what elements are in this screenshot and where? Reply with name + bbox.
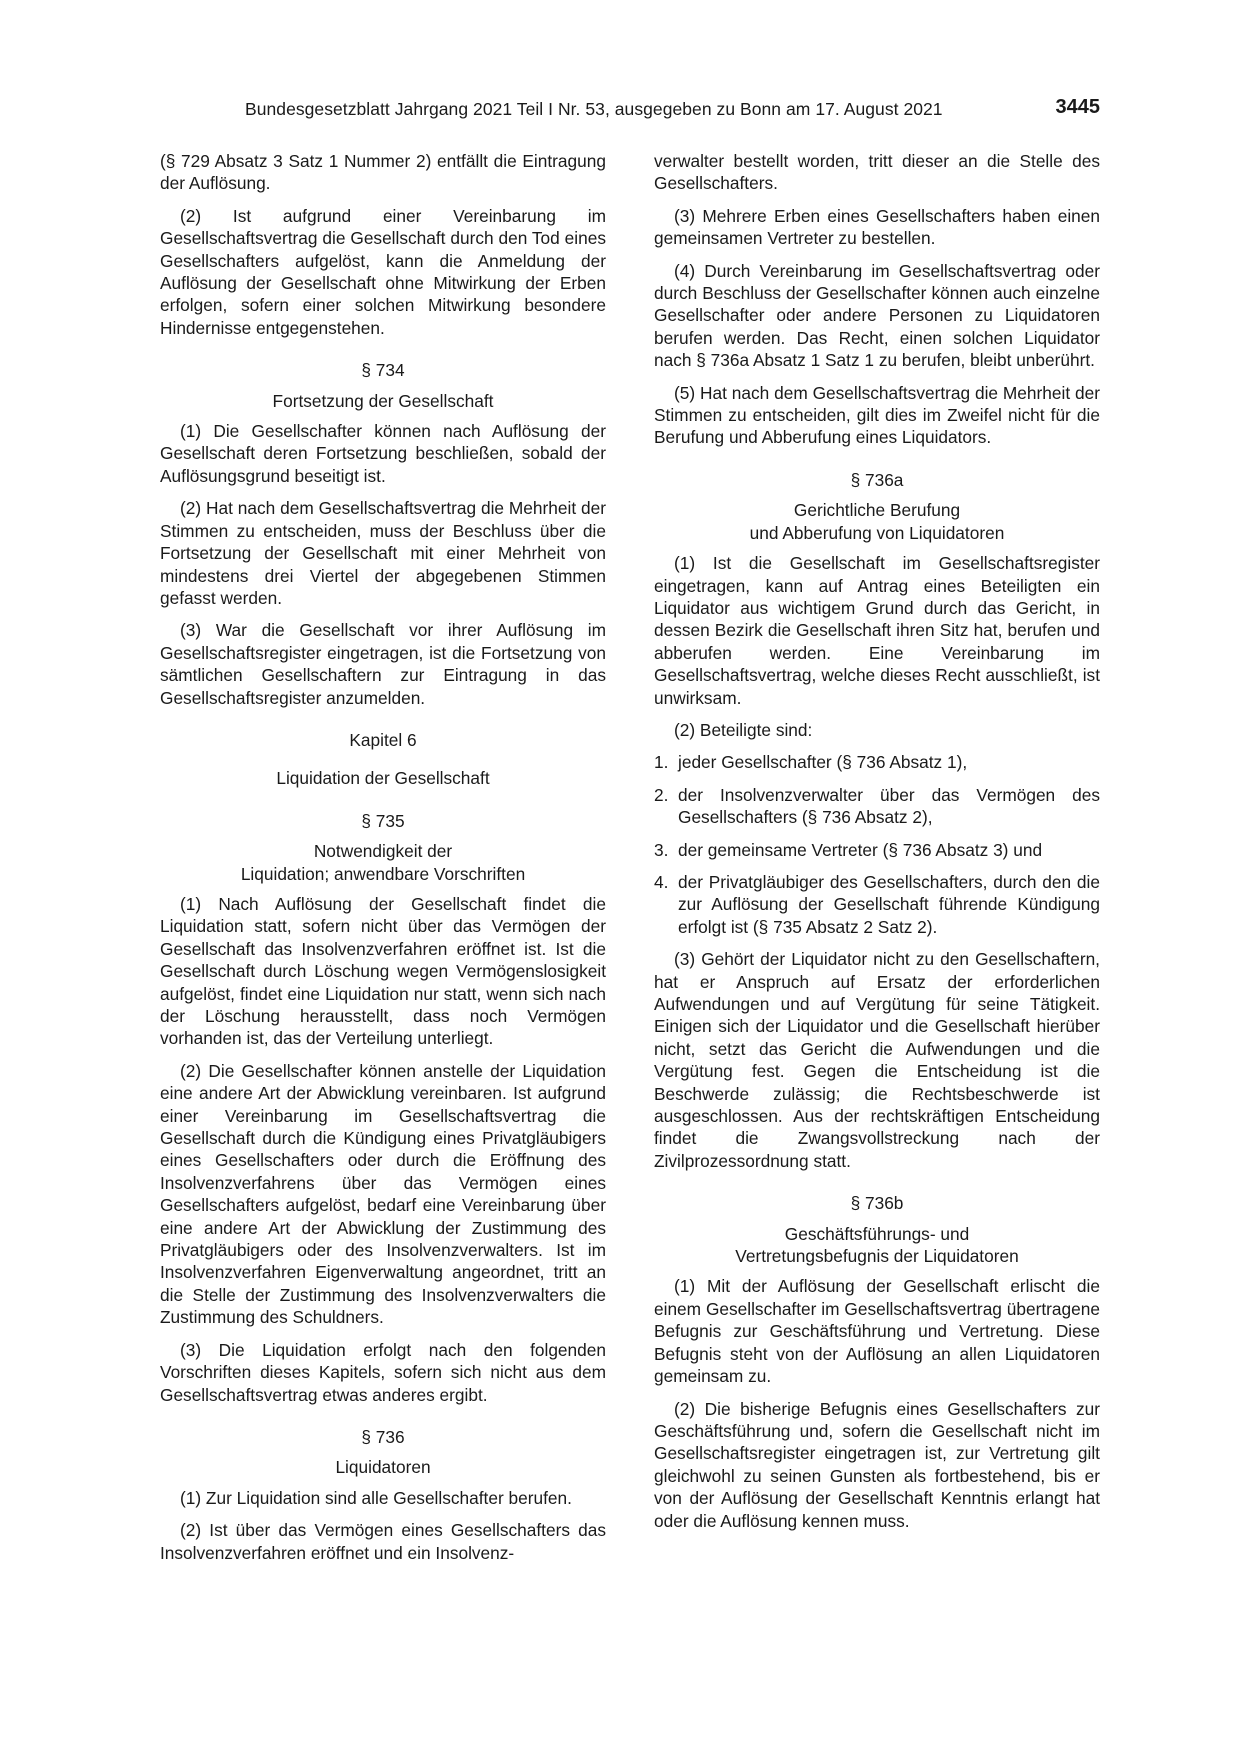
paragraph: (3) Gehört der Liquidator nicht zu den Gesellschaftern, hat er Anspruch auf Ersatz der erforderlichen Aufwendungen und auf Vergütung für seine Tätigkeit. Einigen sich der Liquidator und die Gesellschaft hierüber nicht, setzt das Gericht die Aufwendungen und die Vergütung fest. Gegen die Entscheidung ist die Beschwerde zulässig; die Rechtsbeschwerde ist ausgeschlossen. Aus der rechtskräftigen Entscheidung findet die Zwangsvollstreckung nach der Zivilprozessordnung statt. [654, 949, 1100, 1171]
header-title: Bundesgesetzblatt Jahrgang 2021 Teil I Nr. 53, ausgegeben zu Bonn am 17. August 2021 [245, 99, 943, 119]
section-title: Liquidation; anwendbare Vorschriften [240, 863, 526, 884]
list-item [654, 784, 1100, 829]
right-column [654, 150, 1100, 1542]
paragraph: (§ 729 Absatz 3 Satz 1 Nummer 2) entfällt die Eintragung der Auflösung. [160, 151, 606, 194]
paragraph: (3) Die Liquidation erfolgt nach den folgenden Vorschriften dieses Kapitels, sofern sich nicht aus dem Gesellschaftsvertrag etwas anderes ergibt. [160, 1339, 606, 1405]
paragraph: (1) Nach Auflösung der Gesellschaft findet die Liquidation statt, sofern nicht über das Vermögen der Gesellschaft das Insolvenzverfahren eröffnet ist. Ist die Gesellschaft durch Löschung wegen Vermögenslosigkeit aufgelöst, findet eine Liquidation nur statt, wenn sich nach der Löschung herausstellt, dass noch Vermögen vorhanden ist, das der Verteilung unterliegt. [160, 893, 606, 1049]
section-title: Liquidatoren [335, 1457, 431, 1478]
chapter-number: Kapitel 6 [349, 729, 417, 750]
paragraph: (2) Ist aufgrund einer Vereinbarung im Gesellschaftsvertrag die Gesellschaft durch den Tod eines Gesellschafters aufgelöst, kann die Anmeldung der Auflösung der Gesellschaft ohne Mitwirkung der Erben erfolgen, sofern einer solchen Mitwirkung besondere Hindernisse entgegenstehen. [160, 205, 606, 338]
paragraph: (2) Beteiligte sind: [674, 719, 813, 740]
section-title: und Abberufung von Liquidatoren [749, 522, 1005, 543]
list-item-number: 4. [654, 871, 669, 892]
list-item-number: 3. [654, 839, 669, 860]
chapter-title: Liquidation der Gesellschaft [276, 768, 490, 789]
paragraph: (1) Die Gesellschafter können nach Auflösung der Gesellschaft deren Fortsetzung beschließen, sobald der Auflösungsgrund beseitigt ist. [160, 421, 606, 486]
paragraph: (3) Mehrere Erben eines Gesellschafters haben einen gemeinsamen Vertreter zu bestellen. [654, 205, 1100, 249]
paragraph: (2) Die bisherige Befugnis eines Gesellschafters zur Geschäftsführung und, sofern die Gesellschaft nicht im Gesellschaftsregister eingetragen ist, zur Vertretung gilt gleichwohl zu seinen Gunsten als fortbestehend, bis er von der Auflösung der Gesellschaft Kenntnis erlangt hat oder die Auflösung kennen muss. [654, 1398, 1100, 1531]
section-number: § 736a [850, 469, 904, 490]
section-number: § 736 [361, 1426, 405, 1447]
paragraph: (1) Mit der Auflösung der Gesellschaft erlischt die einem Gesellschafter im Gesellschaftsvertrag übertragene Befugnis zur Geschäftsführung und Vertretung. Diese Befugnis steht von der Auflösung an allen Liquidatoren gemeinsam zu. [654, 1276, 1100, 1387]
section-title: Geschäftsführungs- und [784, 1223, 970, 1244]
list-item-text: jeder Gesellschafter (§ 736 Absatz 1), [678, 752, 968, 773]
paragraph: (3) War die Gesellschaft vor ihrer Auflösung im Gesellschaftsregister eingetragen, ist die Fortsetzung von sämtlichen Gesellschaftern zur Eintragung in das Gesellschaftsregister anzumelden. [160, 620, 606, 708]
section-title: Gerichtliche Berufung [793, 500, 961, 521]
paragraph: (1) Zur Liquidation sind alle Gesellschafter berufen. [180, 1487, 572, 1508]
list-item [654, 839, 1100, 861]
paragraph: (4) Durch Vereinbarung im Gesellschaftsvertrag oder durch Beschluss der Gesellschafter können auch einzelne Gesellschafter oder andere Personen zu Liquidatoren berufen werden. Das Recht, einen solchen Liquidator nach § 736a Absatz 1 Satz 1 zu berufen, bleibt unberührt. [654, 260, 1100, 371]
left-column [160, 150, 606, 1574]
participants-list [654, 751, 1100, 938]
paragraph: (2) Ist über das Vermögen eines Gesellschafters das Insolvenzverfahren eröffnet und ein Insolvenz- [160, 1520, 606, 1563]
section-title: Fortsetzung der Gesellschaft [272, 390, 494, 411]
list-item-number: 2. [654, 784, 669, 805]
section-number: § 735 [361, 810, 405, 831]
paragraph: (5) Hat nach dem Gesellschaftsvertrag die Mehrheit der Stimmen zu entscheiden, gilt dies im Zweifel nicht für die Berufung und Abberufung eines Liquidators. [654, 382, 1100, 448]
page-header [160, 96, 1100, 126]
paragraph: (1) Ist die Gesellschaft im Gesellschaftsregister eingetragen, kann auf Antrag eines Beteiligten ein Liquidator aus wichtigem Grund durch das Gericht, in dessen Bezirk die Gesellschaft ihren Sitz hat, berufen und abberufen werden. Eine Vereinbarung im Gesellschaftsvertrag, welche dieses Recht ausschließt, ist unwirksam. [654, 553, 1100, 708]
list-item [654, 751, 1100, 773]
list-item-text: der Insolvenzverwalter über das Vermögen des Gesellschafters (§ 736 Absatz 2), [678, 784, 1100, 828]
list-item-text: der gemeinsame Vertreter (§ 736 Absatz 3) und [678, 839, 1043, 860]
section-number: § 734 [361, 360, 405, 381]
paragraph: verwalter bestellt worden, tritt dieser an die Stelle des Gesellschafters. [654, 151, 1100, 194]
section-number: § 736b [850, 1193, 904, 1214]
list-item-text: der Privatgläubiger des Gesellschafters, durch den die zur Auflösung der Gesellschaft führende Kündigung erfolgt ist (§ 735 Absatz 2 Satz 2). [678, 871, 1100, 937]
section-title: Vertretungsbefugnis der Liquidatoren [735, 1246, 1019, 1267]
list-item-number: 1. [654, 752, 669, 773]
paragraph: (2) Die Gesellschafter können anstelle der Liquidation eine andere Art der Abwicklung vereinbaren. Ist aufgrund einer Vereinbarung im Gesellschaftsvertrag die Gesellschaft durch die Kündigung eines Privatgläubigers eines Gesellschafters oder durch die Eröffnung des Insolvenzverfahrens über das Vermögen eines Gesellschafters aufgelöst, bedarf eine Vereinbarung über eine andere Art der Abwicklung der Zustimmung des Privatgläubigers oder des Insolvenzverwalters. Ist im Insolvenzverfahren Eigenverwaltung angeordnet, tritt an die Stelle der Zustimmung des Insolvenzverwalters die Zustimmung des Schuldners. [160, 1060, 606, 1328]
list-item [654, 871, 1100, 938]
page-number: 3445 [1055, 96, 1100, 118]
paragraph: (2) Hat nach dem Gesellschaftsvertrag die Mehrheit der Stimmen zu entscheiden, muss der Beschluss über die Fortsetzung der Gesellschaft mit einer Mehrheit von mindestens drei Viertel der abgegebenen Stimmen gefasst werden. [160, 498, 606, 608]
section-title: Notwendigkeit der [313, 841, 453, 862]
